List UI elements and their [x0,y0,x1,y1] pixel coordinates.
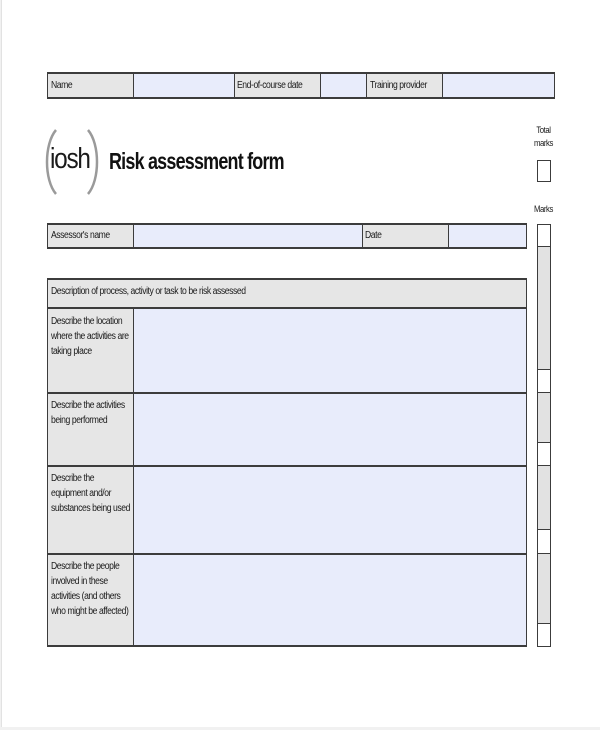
location-row-label: Describe the location where the activities are taking place [51,316,129,357]
people-row-label: Describe the people involved in these activities (and others who might be affected) [51,561,129,617]
logo-text: iosh [50,143,90,175]
marks-shaded-block [538,247,550,370]
marks-box-equipment[interactable] [538,530,550,554]
form-title: Risk assessment form [109,148,284,174]
equipment-description-field[interactable] [133,466,526,554]
marks-box-activities[interactable] [538,443,550,466]
marks-label: Marks [534,204,553,214]
activities-row-label: Describe the activities being performed [51,400,125,426]
training-provider-label: Training provider [370,80,427,91]
marks-box-location[interactable] [538,370,550,393]
total-marks-label: Total marks [534,125,553,148]
assessor-name-label: Assessor's name [51,230,110,241]
location-description-field[interactable] [133,309,526,393]
assessor-name-field[interactable] [133,224,362,248]
people-description-field[interactable] [133,554,526,646]
marks-box-people[interactable] [538,624,550,646]
total-marks-box[interactable] [537,160,551,182]
name-label: Name [51,80,73,91]
document-page [1,0,600,727]
name-field[interactable] [133,73,234,98]
activities-description-field[interactable] [133,393,526,466]
end-of-course-date-field[interactable] [320,73,366,98]
iosh-logo [42,126,102,198]
description-heading: Description of process, activity or task to be risk assessed [51,286,246,297]
training-provider-field[interactable] [442,73,554,98]
date-label: Date [365,230,382,241]
marks-box-assessor[interactable] [538,225,550,247]
assessment-date-field[interactable] [448,224,526,248]
equipment-row-label: Describe the equipment and/or substances being used [51,473,130,514]
end-of-course-label: End-of-course date [237,80,303,91]
